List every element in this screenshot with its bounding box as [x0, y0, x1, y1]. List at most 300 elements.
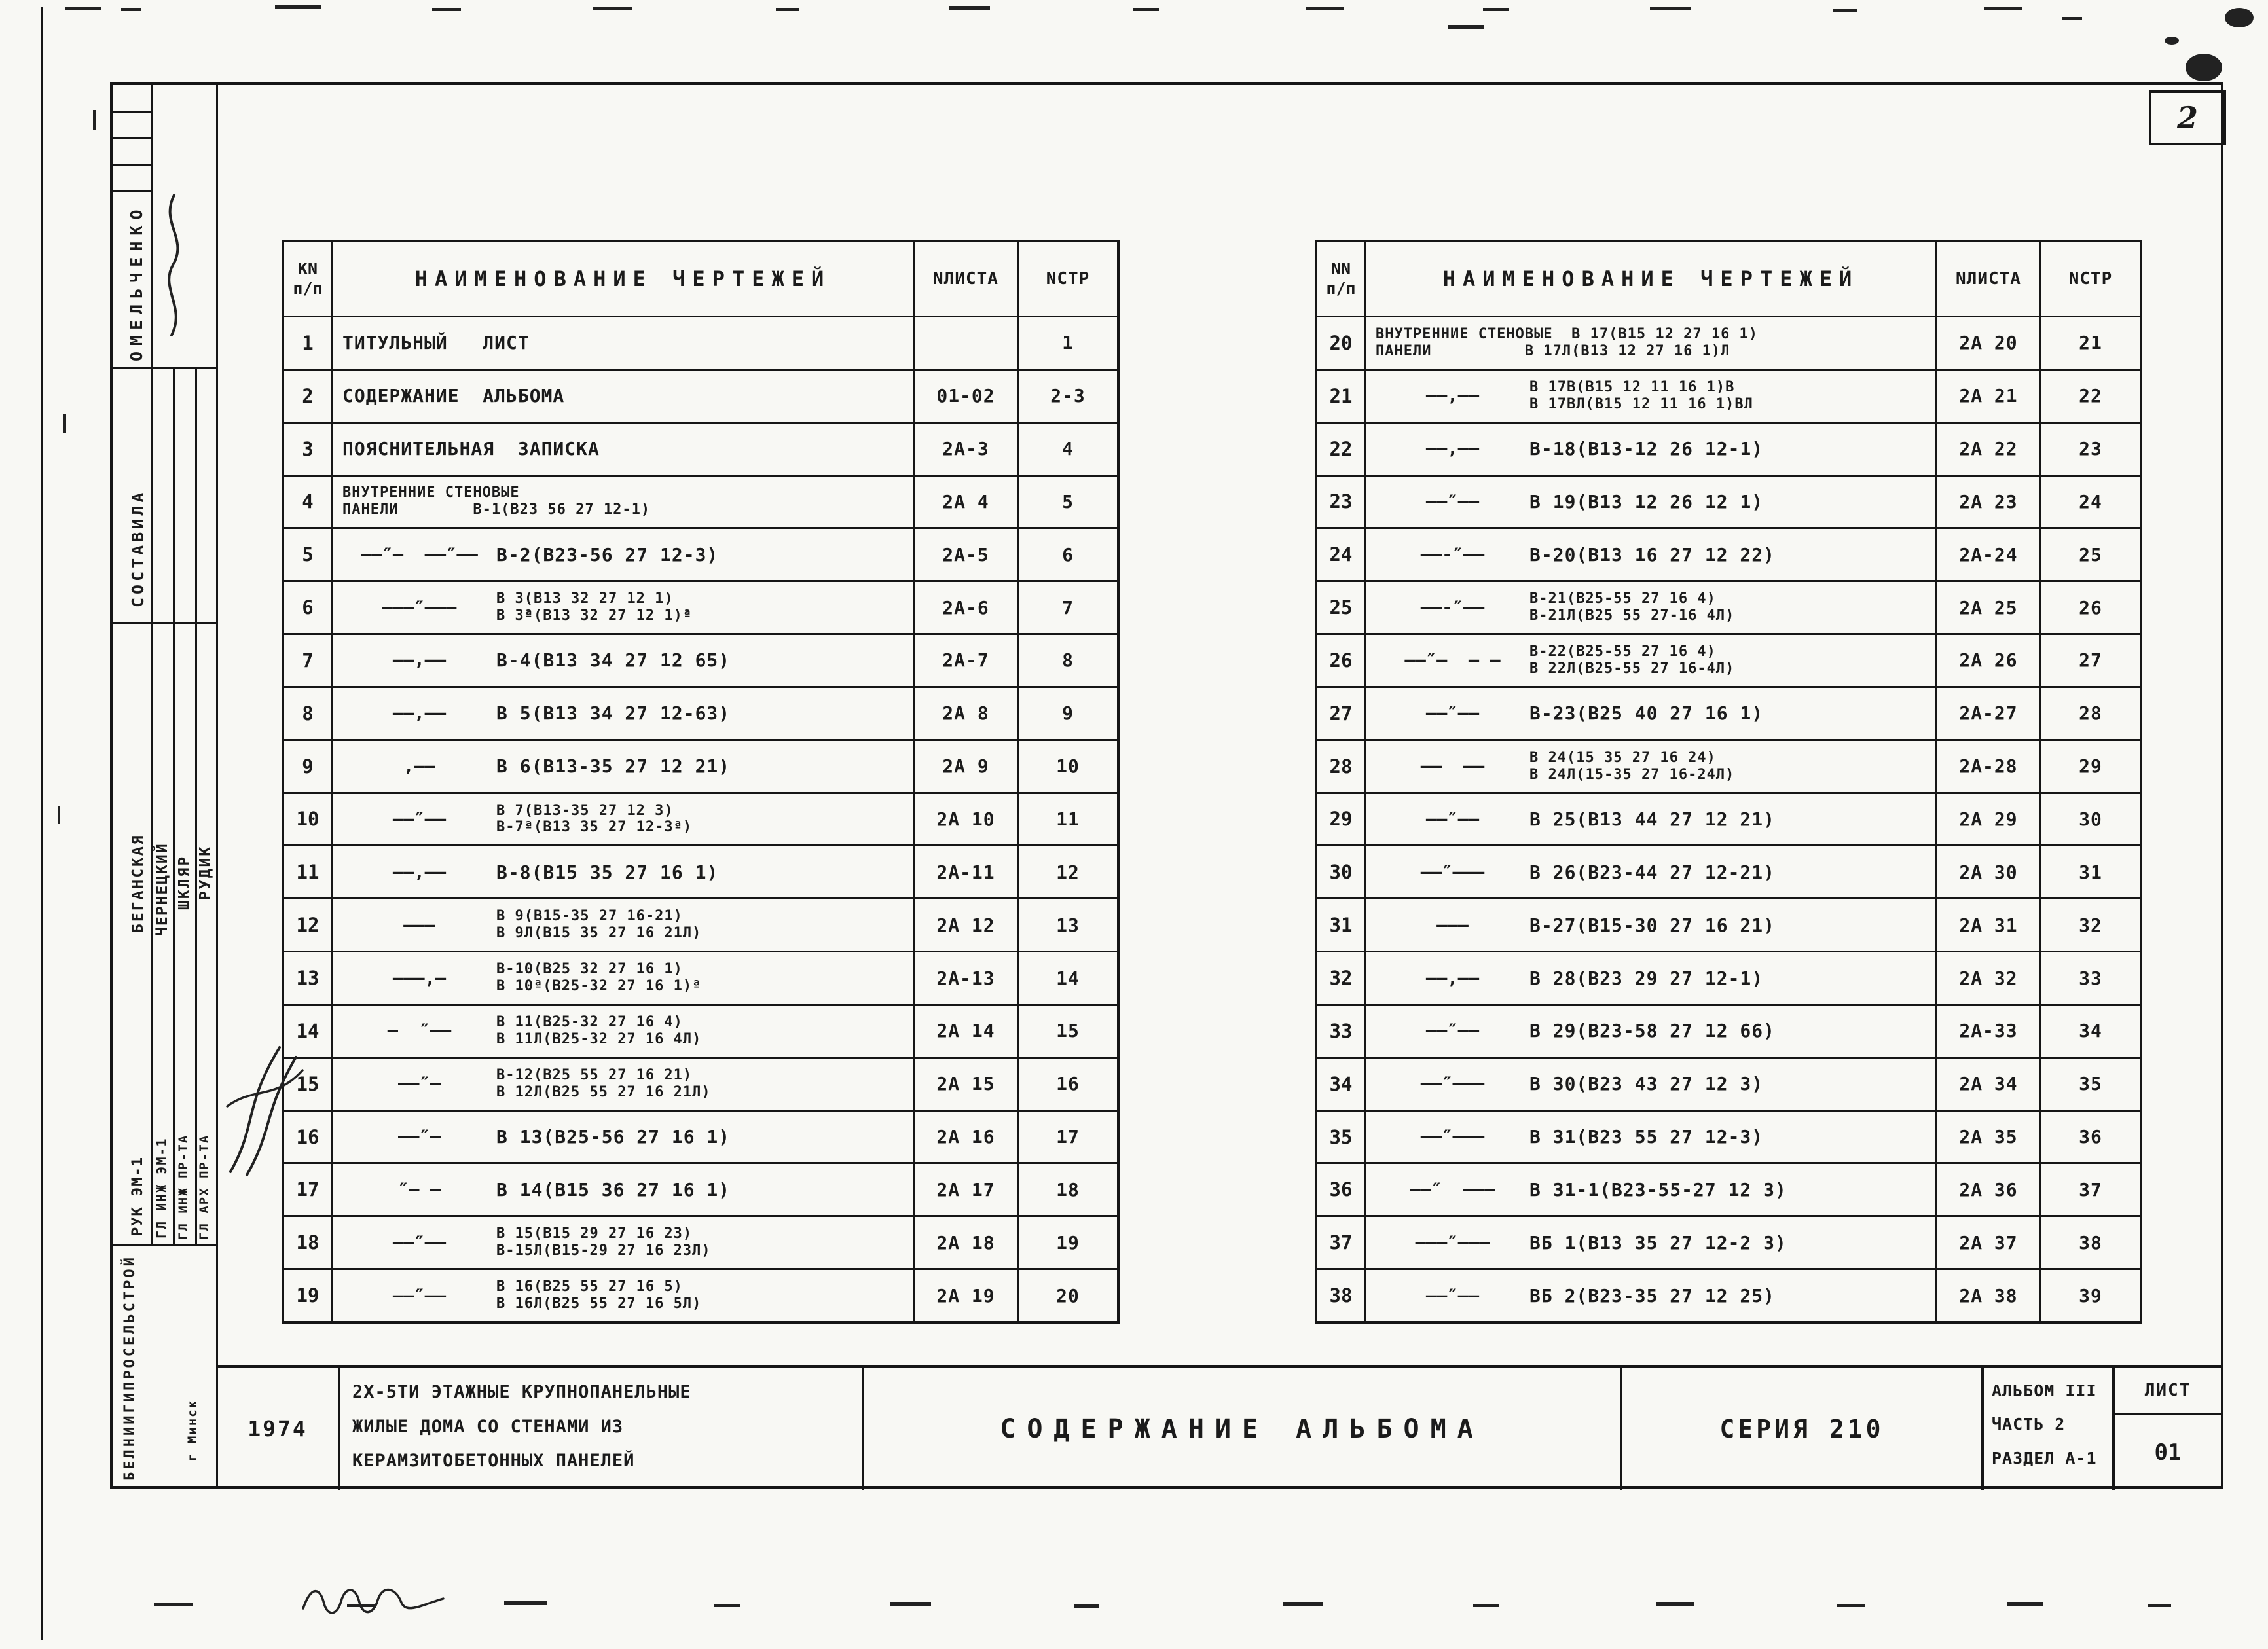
row-page-number: 5: [1062, 490, 1074, 513]
row-name-line1: В 29(В23-58 27 12 66): [1529, 1020, 1776, 1042]
row-page-number: 18: [1056, 1178, 1080, 1201]
row-page-number: 12: [1056, 861, 1080, 883]
row-name-line1: В 14(В15 36 27 16 1): [496, 1178, 731, 1201]
frame-line: [110, 164, 151, 166]
row-page-number: 31: [2079, 861, 2102, 883]
row-number: 17: [284, 1164, 333, 1215]
row-page-number: 8: [1062, 649, 1074, 672]
col-header-page: NСТР: [1046, 269, 1090, 289]
row-page-number: 17: [1056, 1126, 1080, 1148]
row-sheet-number: 2А-28: [1937, 741, 2041, 792]
scan-artifact: [1473, 1604, 1499, 1607]
col-header-num: [1317, 242, 1366, 316]
row-name-line1: В-8(В15 35 27 16 1): [496, 861, 719, 883]
album-info: [1984, 1368, 2115, 1490]
ditto-mark: ———,—: [392, 968, 447, 988]
table-row: [1317, 951, 2140, 1004]
ditto-mark: ———: [403, 915, 435, 935]
row-name-line1: В 13(В25-56 27 16 1): [496, 1126, 731, 1148]
row-page-number: 13: [1056, 914, 1080, 936]
title-block-year: 1974: [217, 1368, 340, 1490]
row-name-text: [1529, 968, 1763, 989]
row-name-cell: [333, 741, 915, 792]
col-header-num-line2: п/п: [1326, 279, 1356, 298]
row-name-line1: В-18(В13-12 26 12-1): [1529, 438, 1764, 460]
scan-artifact: [714, 1604, 740, 1607]
stamp-name-shklyar: ШКЛЯР: [176, 854, 193, 910]
scan-artifact: [1837, 1604, 1865, 1607]
ditto-mark: ——″ ———: [1410, 1179, 1495, 1200]
row-sheet-number: 2А 8: [915, 688, 1019, 739]
ditto-mark: ——″——: [1425, 703, 1480, 724]
sheet-label: ЛИСТ: [2115, 1368, 2221, 1415]
frame-line: [110, 82, 2223, 85]
row-number: 26: [1317, 635, 1366, 686]
ditto-mark: ———″———: [382, 597, 457, 618]
frame-line: [151, 82, 153, 1246]
table-row: [1317, 422, 2140, 475]
scan-artifact: [2186, 54, 2222, 81]
row-page-number: 16: [1056, 1073, 1080, 1095]
row-name-text: [1529, 808, 1775, 830]
ditto-mark: ———: [1436, 915, 1469, 935]
table-row: [284, 792, 1117, 845]
scan-artifact: [1306, 7, 1344, 10]
row-number: 13: [284, 952, 333, 1004]
ditto-mark: ——,——: [1425, 439, 1480, 460]
row-name-text: [1529, 544, 1775, 566]
row-name-text: [342, 332, 530, 353]
row-name-text: [342, 438, 600, 460]
row-number: 11: [284, 846, 333, 897]
col-header-num-line1: NN: [1330, 259, 1351, 278]
ditto-mark: ——″——: [392, 1232, 447, 1253]
row-number: 22: [1317, 424, 1366, 475]
row-sheet-number: 2А 10: [915, 794, 1019, 845]
contents-table-right: [1315, 240, 2142, 1324]
row-name-cell: [333, 1112, 915, 1163]
ditto-mark: ——″——: [1425, 808, 1480, 829]
table-row: [1317, 1057, 2140, 1110]
signature-scribble: [155, 190, 194, 340]
row-name-text: [496, 1126, 730, 1148]
row-name-line1: ВБ 2(В23-35 27 12 25): [1529, 1284, 1776, 1307]
table-row: [1317, 369, 2140, 422]
row-number: 21: [1317, 371, 1366, 422]
frame-line: [195, 367, 197, 1246]
row-sheet-number: 2А 25: [1937, 582, 2041, 633]
table-row: [1317, 686, 2140, 739]
row-name-text: [496, 590, 692, 625]
col-header-num: [284, 242, 333, 316]
row-name-cell: [333, 1006, 915, 1057]
row-sheet-number: 2А-7: [915, 635, 1019, 686]
row-number: 24: [1317, 529, 1366, 580]
row-name-text: [496, 803, 692, 837]
row-name-cell: [333, 1270, 915, 1321]
table-row: [284, 316, 1117, 369]
table-row: [1317, 475, 2140, 528]
row-name-line1: В 24(15 35 27 16 24): [1529, 749, 1716, 766]
row-page-number: 27: [2079, 649, 2102, 672]
row-name-cell: [1366, 582, 1937, 633]
ditto-mark: ——″—: [397, 1127, 441, 1148]
row-name-text: [342, 385, 564, 407]
row-name-text: [1529, 861, 1775, 883]
row-name-cell: [1366, 1217, 1937, 1268]
row-number: 23: [1317, 477, 1366, 528]
row-name-text: [1529, 915, 1775, 936]
row-name-text: [496, 702, 730, 724]
table-row: [284, 739, 1117, 792]
row-name-cell: [1366, 529, 1937, 580]
row-sheet-number: 2А-33: [1937, 1006, 2041, 1057]
row-name-cell: [333, 317, 915, 369]
row-sheet-number: 2А 31: [1937, 899, 2041, 951]
row-name-cell: [1366, 1059, 1937, 1110]
row-name-cell: [1366, 1270, 1937, 1321]
table-row: [284, 1162, 1117, 1215]
project-name-line2: ЖИЛЫЕ ДОМА СО СТЕНАМИ ИЗ: [352, 1416, 624, 1437]
ditto-mark: ——″——: [392, 808, 447, 829]
scan-artifact: [890, 1602, 931, 1606]
scan-artifact: [2007, 1602, 2043, 1606]
row-name-text: [1529, 491, 1763, 513]
row-number: 25: [1317, 582, 1366, 633]
stamp-city: г Минск: [185, 1399, 200, 1461]
row-name-text: [342, 484, 650, 518]
row-name-cell: [333, 952, 915, 1004]
row-name-line2: В 17ВЛ(В15 12 11 16 1)ВЛ: [1529, 395, 1753, 412]
row-number: 5: [284, 529, 333, 580]
row-name-cell: [333, 794, 915, 845]
table-row: [1317, 1004, 2140, 1057]
row-number: 31: [1317, 899, 1366, 951]
project-name-line1: 2Х-5ТИ ЭТАЖНЫЕ КРУПНОПАНЕЛЬНЫЕ: [352, 1382, 691, 1402]
row-page-number: 26: [2079, 596, 2102, 619]
row-name-line2: В-15Л(В15-29 27 16 23Л): [496, 1242, 711, 1259]
scan-artifact: [2165, 37, 2179, 45]
row-number: 9: [284, 741, 333, 792]
row-name-cell: [1366, 846, 1937, 897]
row-number: 29: [1317, 794, 1366, 845]
row-name-cell: [333, 899, 915, 951]
row-number: 15: [284, 1059, 333, 1110]
table-row: [1317, 1162, 2140, 1215]
row-number: 28: [1317, 741, 1366, 792]
row-name-line2: ПАНЕЛИ В-1(В23 56 27 12-1): [342, 501, 651, 518]
scan-artifact: [1283, 1602, 1323, 1606]
row-name-cell: [1366, 371, 1937, 422]
table-row: [284, 1268, 1117, 1321]
scan-artifact: [949, 6, 990, 10]
col-header-name: НАИМЕНОВАНИЕ ЧЕРТЕЖЕЙ: [1366, 242, 1937, 316]
row-page-number: 22: [2079, 385, 2102, 407]
page-number: 2: [2176, 100, 2198, 136]
row-name-cell: [333, 371, 915, 422]
table-row: [284, 369, 1117, 422]
scan-artifact: [1650, 7, 1691, 10]
table-row: [1317, 316, 2140, 369]
row-name-cell: [1366, 424, 1937, 475]
table-row: [284, 422, 1117, 475]
row-name-cell: [333, 1217, 915, 1268]
scan-artifact: [63, 414, 66, 433]
row-sheet-number: 2А 30: [1937, 846, 2041, 897]
row-name-text: [1376, 326, 1758, 360]
row-name-line1: В 9(В15-35 27 16-21): [496, 908, 683, 925]
row-number: 12: [284, 899, 333, 951]
scan-artifact: [1074, 1604, 1099, 1608]
row-sheet-number: 2А-27: [1937, 688, 2041, 739]
stamp-role-gl-inzh-prta: ГЛ ИНЖ ПР-ТА: [176, 1134, 191, 1240]
frame-line: [110, 111, 151, 113]
row-sheet-number: 2А 23: [1937, 477, 2041, 528]
row-number: 4: [284, 477, 333, 528]
row-name-cell: [333, 635, 915, 686]
table-header-row: [1317, 242, 2140, 316]
table-row: [1317, 1215, 2140, 1268]
row-page-number: 39: [2079, 1284, 2102, 1307]
row-sheet-number: 2А 20: [1937, 317, 2041, 369]
frame-line: [110, 1244, 216, 1246]
row-name-line1: В-23(В25 40 27 16 1): [1529, 702, 1764, 725]
scan-artifact: [1483, 8, 1509, 11]
scan-artifact: [593, 7, 632, 10]
row-name-line1: В 7(В13-35 27 12 3): [496, 802, 674, 819]
row-page-number: 6: [1062, 543, 1074, 566]
row-name-cell: [1366, 1164, 1937, 1215]
ditto-mark: ——″——: [1425, 491, 1480, 512]
row-name-text: [1529, 438, 1763, 460]
row-sheet-number: 2А 12: [915, 899, 1019, 951]
row-name-text: [1529, 1285, 1775, 1307]
row-name-line1: СОДЕРЖАНИЕ АЛЬБОМА: [342, 385, 565, 407]
row-number: 7: [284, 635, 333, 686]
row-number: 30: [1317, 846, 1366, 897]
row-number: 18: [284, 1217, 333, 1268]
table-row: [284, 1057, 1117, 1110]
row-name-line2: В 22Л(В25-55 27 16-4Л): [1529, 660, 1735, 677]
signature-scribbles: [217, 1008, 316, 1178]
row-number: 19: [284, 1270, 333, 1321]
row-sheet-number: 2А 29: [1937, 794, 2041, 845]
stamp-organization: БЕЛНИИГИПРОСЕЛЬСТРОЙ: [122, 1255, 138, 1481]
col-header-name: НАИМЕНОВАНИЕ ЧЕРТЕЖЕЙ: [333, 242, 915, 316]
row-name-line2: В 3ª(В13 32 27 12 1)ª: [496, 607, 693, 625]
row-sheet-number: 2А-11: [915, 846, 1019, 897]
row-name-text: [1529, 1126, 1763, 1148]
row-sheet-number: 2А-5: [915, 529, 1019, 580]
col-header-sheet: NЛИСТА: [1937, 242, 2041, 316]
row-number: 38: [1317, 1270, 1366, 1321]
row-sheet-number: 2А 35: [1937, 1112, 2041, 1163]
row-sheet-number: 2А-6: [915, 582, 1019, 633]
row-number: 36: [1317, 1164, 1366, 1215]
row-name-line2: В-21Л(В25 55 27-16 4Л): [1529, 607, 1735, 625]
row-name-text: [1529, 702, 1763, 724]
row-page-number: 37: [2079, 1178, 2102, 1201]
row-page-number: 19: [1056, 1231, 1080, 1254]
row-sheet-number: 2А 4: [915, 477, 1019, 528]
table-row: [1317, 580, 2140, 633]
row-name-line2: В 16Л(В25 55 27 16 5Л): [496, 1296, 702, 1313]
scan-artifact: [1984, 7, 2022, 10]
row-name-line1: В 5(В13 34 27 12-63): [496, 702, 731, 725]
ditto-mark: ——,——: [392, 650, 447, 671]
row-name-cell: [1366, 317, 1937, 369]
row-page-number: 34: [2079, 1020, 2102, 1042]
row-name-cell: [333, 1059, 915, 1110]
frame-line: [110, 82, 113, 1489]
row-page-number: 9: [1062, 702, 1074, 725]
page-number-box: [2149, 90, 2226, 145]
row-name-line2: В 10ª(В25-32 27 16 1)ª: [496, 978, 702, 995]
row-page-number: 11: [1056, 808, 1080, 830]
row-page-number: 28: [2079, 702, 2102, 725]
row-name-line1: В-10(В25 32 27 16 1): [496, 961, 683, 978]
row-number: 6: [284, 582, 333, 633]
scan-artifact: [1656, 1602, 1694, 1606]
sheet-cell: [2115, 1368, 2221, 1490]
row-name-cell: [1366, 688, 1937, 739]
ditto-mark: ——-″——: [1420, 597, 1485, 618]
table-row: [284, 686, 1117, 739]
row-name-line1: В 11(В25-32 27 16 4): [496, 1013, 683, 1030]
row-page-number: 14: [1056, 967, 1080, 989]
scan-artifact: [347, 1604, 375, 1607]
row-name-line1: В 6(В13-35 27 12 21): [496, 755, 731, 778]
scan-artifact: [1448, 25, 1484, 29]
row-sheet-number: 2А-3: [915, 424, 1019, 475]
row-name-cell: [333, 424, 915, 475]
ditto-mark: ——″———: [1420, 1127, 1485, 1148]
row-name-text: [496, 1067, 711, 1101]
row-name-text: [496, 1014, 701, 1048]
scan-artifact: [58, 806, 60, 824]
row-name-line1: ТИТУЛЬНЫЙ ЛИСТ: [342, 332, 530, 354]
ditto-mark: ———″———: [1415, 1232, 1490, 1253]
row-page-number: 4: [1062, 438, 1074, 460]
row-sheet-number: 2А-13: [915, 952, 1019, 1004]
col-header-page: NСТР: [2068, 269, 2113, 289]
row-name-cell: [333, 582, 915, 633]
row-sheet-number: 2А 19: [915, 1270, 1019, 1321]
row-name-line2: В 11Л(В25-32 27 16 4Л): [496, 1030, 702, 1047]
stamp-role-gl-arh-prta: ГЛ АРХ ПР-ТА: [197, 1134, 211, 1240]
row-sheet-number: 2А 17: [915, 1164, 1019, 1215]
row-name-line1: ВНУТРЕННИЕ СТЕНОВЫЕ: [342, 484, 520, 501]
row-number: 20: [1317, 317, 1366, 369]
row-name-text: [1529, 1020, 1775, 1042]
section-label: РАЗДЕЛ А-1: [1992, 1448, 2097, 1468]
row-name-text: [1529, 1179, 1787, 1201]
row-name-line1: В 3(В13 32 27 12 1): [496, 590, 674, 607]
stamp-composed-label: СОСТАВИЛА: [128, 489, 147, 607]
row-name-cell: [1366, 794, 1937, 845]
row-number: 1: [284, 317, 333, 369]
ditto-mark: ——,——: [392, 703, 447, 724]
stamp-role-gl-inzh-em1: ГЛ ИНЖ ЭМ-1: [154, 1137, 170, 1239]
row-page-number: 2-3: [1050, 385, 1086, 407]
table-row: [1317, 739, 2140, 792]
row-name-line2: В 12Л(В25 55 27 16 21Л): [496, 1083, 711, 1100]
row-name-cell: [1366, 635, 1937, 686]
row-name-line1: В 31(В23 55 27 12-3): [1529, 1126, 1764, 1148]
project-name-line3: КЕРАМЗИТОБЕТОННЫХ ПАНЕЛЕЙ: [352, 1451, 635, 1472]
frame-line: [110, 622, 216, 624]
row-page-number: 36: [2079, 1126, 2102, 1148]
row-name-line1: В 28(В23 29 27 12-1): [1529, 967, 1764, 989]
row-name-cell: [1366, 1112, 1937, 1163]
scan-artifact: [275, 5, 321, 9]
row-number: 14: [284, 1006, 333, 1057]
row-name-text: [496, 1179, 730, 1201]
row-sheet-number: 01-02: [915, 371, 1019, 422]
row-name-cell: [1366, 741, 1937, 792]
ditto-mark: ″— —: [397, 1179, 441, 1200]
row-sheet-number: 2А 21: [1937, 371, 2041, 422]
row-page-number: 25: [2079, 543, 2102, 566]
row-number: 32: [1317, 952, 1366, 1004]
ditto-mark: ——,——: [1425, 968, 1480, 988]
row-name-line1: В-2(В23-56 27 12-3): [496, 543, 719, 566]
sheet-number: 01: [2154, 1440, 2182, 1466]
scan-artifact: [504, 1601, 547, 1605]
row-number: 2: [284, 371, 333, 422]
stamp-approver-name: ОМЕЛЬЧЕНКО: [127, 204, 146, 361]
frame-line: [2221, 82, 2223, 1489]
ditto-mark: ——″— ——″——: [361, 544, 478, 565]
row-page-number: 15: [1056, 1020, 1080, 1042]
row-name-line2: В-7ª(В13 35 27 12-3ª): [496, 819, 693, 836]
ditto-mark: ——-″——: [1420, 544, 1485, 565]
row-name-line1: В 31-1(В23-55-27 12 3): [1529, 1178, 1787, 1201]
row-sheet-number: 2А 15: [915, 1059, 1019, 1110]
scan-artifact: [65, 7, 101, 10]
table-row: [284, 951, 1117, 1004]
row-page-number: 32: [2079, 914, 2102, 936]
stamp-name-chernetsky: ЧЕРНЕЦКИЙ: [154, 843, 171, 936]
row-name-text: [1529, 750, 1734, 784]
frame-line: [216, 82, 218, 1487]
album-label: АЛЬБОМ III: [1992, 1381, 2097, 1400]
ditto-mark: ——″— — —: [1404, 650, 1501, 671]
row-name-text: [496, 649, 730, 671]
row-name-line1: В-21(В25-55 27 16 4): [1529, 590, 1716, 607]
row-name-line1: ВНУТРЕННИЕ СТЕНОВЫЕ В 17(В15 12 27 16 1): [1376, 325, 1759, 342]
table-row: [284, 633, 1117, 686]
row-sheet-number: 2А 22: [1937, 424, 2041, 475]
row-sheet-number: 2А 18: [915, 1217, 1019, 1268]
row-page-number: 1: [1062, 332, 1074, 354]
ditto-mark: ,——: [403, 756, 435, 777]
ditto-mark: ——,——: [392, 861, 447, 882]
row-page-number: 33: [2079, 967, 2102, 989]
row-name-cell: [333, 477, 915, 528]
col-header-num-line2: п/п: [293, 279, 323, 298]
table-row: [284, 475, 1117, 528]
table-row: [1317, 1268, 2140, 1321]
table-row: [1317, 633, 2140, 686]
row-name-cell: [333, 846, 915, 897]
row-name-cell: [333, 529, 915, 580]
row-name-line1: ПОЯСНИТЕЛЬНАЯ ЗАПИСКА: [342, 438, 600, 460]
row-sheet-number: 2А 9: [915, 741, 1019, 792]
row-name-line1: В-22(В25-55 27 16 4): [1529, 643, 1716, 661]
stamp-name-beganskaya: БЕГАНСКАЯ: [130, 833, 147, 933]
table-row: [284, 897, 1117, 951]
